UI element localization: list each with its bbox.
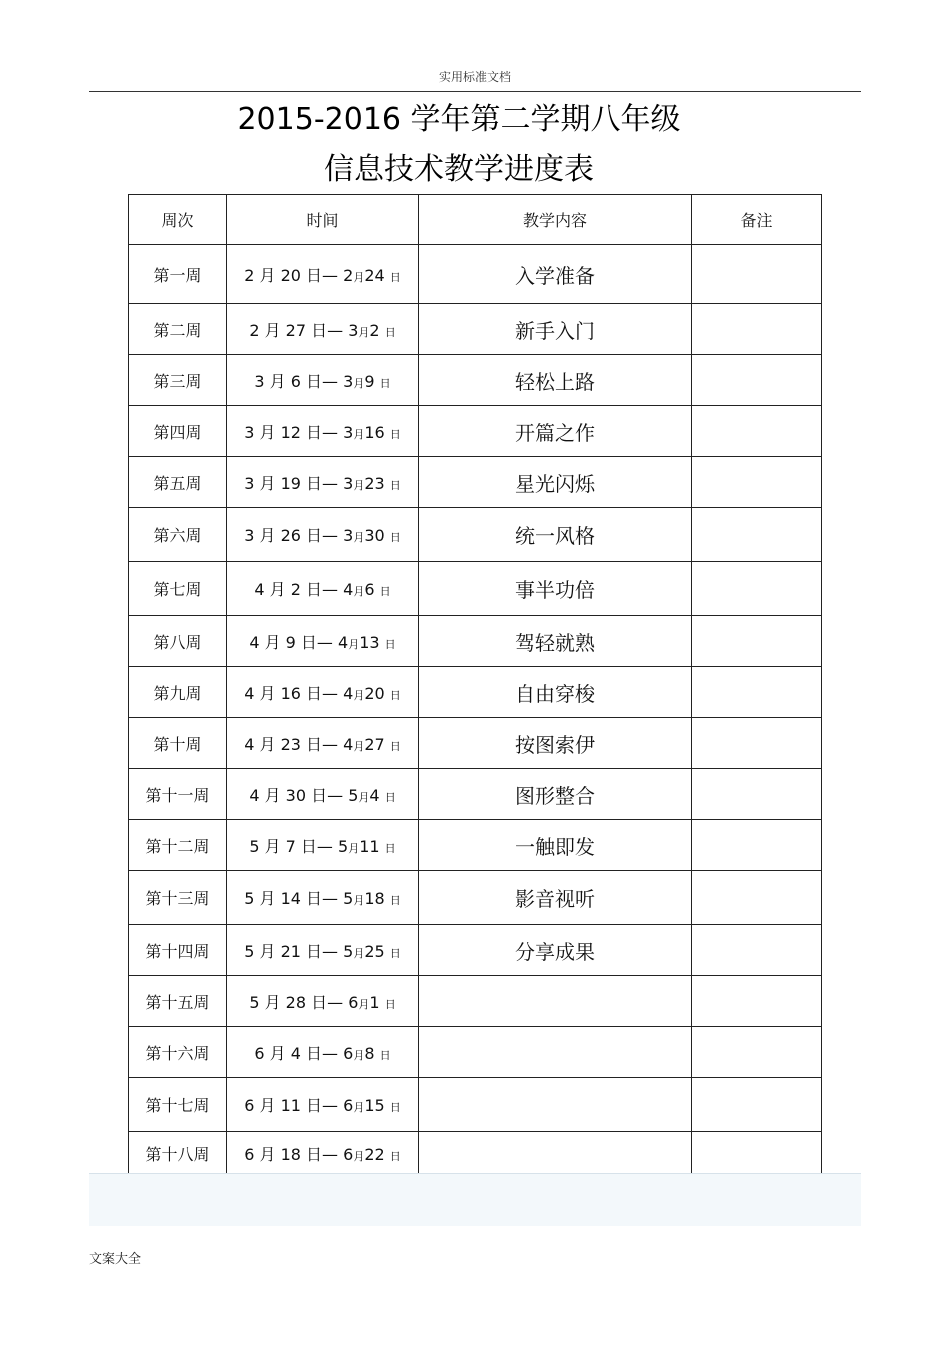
date-cell (227, 406, 419, 457)
date-cell (227, 1132, 419, 1175)
content-cell: 影音视听 (419, 871, 692, 925)
footer-panel (89, 1173, 861, 1226)
date-cell (227, 1078, 419, 1132)
date-end-day: 18 (364, 889, 385, 908)
date-end-day: 15 (364, 1096, 385, 1115)
content-cell: 分享成果 (419, 925, 692, 976)
month-char: 月 (353, 478, 365, 492)
month-char: 月 (353, 739, 365, 753)
document-title-line2: 信息技术教学进度表 (324, 152, 594, 187)
week-cell: 第九周 (129, 667, 227, 718)
day-char: 日 (389, 1101, 401, 1114)
month-char: 月 (353, 1101, 365, 1114)
date-cell (227, 718, 419, 769)
date-end-day: 11 (359, 836, 380, 856)
date-cell (227, 245, 419, 304)
month-char: 月 (358, 997, 370, 1011)
note-cell (692, 304, 822, 355)
table-row (129, 667, 822, 718)
content-cell: 新手入门 (419, 304, 692, 355)
date-end-month: 2 (343, 265, 354, 285)
date-cell (227, 616, 419, 667)
date-start: 2 月 20 日— (244, 265, 339, 285)
date-end-month: 6 (343, 1043, 354, 1063)
date-end-month: 4 (343, 580, 354, 599)
week-cell: 第七周 (129, 562, 227, 616)
week-cell: 第六周 (129, 508, 227, 562)
month-char: 月 (353, 894, 365, 907)
month-char: 月 (353, 376, 365, 390)
table-row (129, 1027, 822, 1078)
month-char: 月 (353, 688, 365, 702)
date-end-day: 16 (364, 422, 385, 442)
note-cell (692, 457, 822, 508)
week-cell: 第五周 (129, 457, 227, 508)
page-header-text: 实用标准文档 (438, 70, 511, 84)
week-cell: 第十五周 (129, 976, 227, 1027)
content-cell: 统一风格 (419, 508, 692, 562)
content-cell (419, 1078, 692, 1132)
date-end-day: 24 (364, 265, 385, 285)
date-end-month: 4 (338, 632, 349, 652)
month-char: 月 (353, 946, 365, 960)
date-end-month: 4 (343, 734, 354, 754)
week-cell: 第十四周 (129, 925, 227, 976)
note-cell (692, 871, 822, 925)
date-end-month: 3 (343, 526, 354, 545)
table-row (129, 508, 822, 562)
date-end-day: 20 (364, 683, 385, 703)
header-week: 周次 (129, 195, 227, 245)
content-cell: 星光闪烁 (419, 457, 692, 508)
date-end-day: 13 (359, 632, 380, 652)
date-start: 2 月 27 日— (249, 320, 344, 340)
table-row (129, 925, 822, 976)
day-char: 日 (379, 1048, 391, 1062)
date-end-day: 6 (364, 580, 375, 599)
date-cell (227, 667, 419, 718)
day-char: 日 (389, 946, 401, 960)
day-char: 日 (384, 997, 396, 1011)
date-start: 3 月 6 日— (254, 371, 339, 391)
month-char: 月 (353, 585, 365, 598)
month-char: 月 (348, 841, 360, 855)
note-cell (692, 406, 822, 457)
date-cell (227, 925, 419, 976)
month-char: 月 (353, 1149, 365, 1163)
month-char: 月 (353, 531, 365, 544)
date-end-month: 3 (348, 320, 359, 340)
date-end-day: 22 (364, 1144, 385, 1164)
table-row (129, 457, 822, 508)
month-char: 月 (353, 270, 365, 284)
day-char: 日 (389, 894, 401, 907)
table-row (129, 769, 822, 820)
content-cell (419, 1132, 692, 1175)
date-start: 5 月 28 日— (249, 992, 344, 1012)
date-start: 4 月 16 日— (244, 683, 339, 703)
table-row (129, 245, 822, 304)
note-cell (692, 718, 822, 769)
date-cell (227, 976, 419, 1027)
date-start: 4 月 23 日— (244, 734, 339, 754)
day-char: 日 (379, 376, 391, 390)
date-cell (227, 355, 419, 406)
date-end-day: 23 (364, 473, 385, 493)
date-cell (227, 304, 419, 355)
week-cell: 第一周 (129, 245, 227, 304)
date-end-month: 5 (343, 941, 354, 961)
content-cell: 一触即发 (419, 820, 692, 871)
month-char: 月 (353, 1048, 365, 1062)
week-cell: 第十一周 (129, 769, 227, 820)
date-cell (227, 769, 419, 820)
content-cell (419, 1027, 692, 1078)
content-cell (419, 976, 692, 1027)
header-note: 备注 (692, 195, 822, 245)
week-cell: 第十八周 (129, 1132, 227, 1175)
table-row (129, 616, 822, 667)
table-row (129, 355, 822, 406)
content-cell: 自由穿梭 (419, 667, 692, 718)
date-start: 6 月 18 日— (244, 1144, 339, 1164)
month-char: 月 (358, 325, 370, 339)
note-cell (692, 616, 822, 667)
header-content: 教学内容 (419, 195, 692, 245)
date-end-day: 30 (364, 526, 385, 545)
note-cell (692, 562, 822, 616)
content-cell: 事半功倍 (419, 562, 692, 616)
date-end-month: 4 (343, 683, 354, 703)
table-row (129, 976, 822, 1027)
date-start: 6 月 11 日— (244, 1096, 339, 1115)
date-end-day: 2 (369, 320, 380, 340)
date-end-day: 27 (364, 734, 385, 754)
date-end-day: 25 (364, 941, 385, 961)
week-cell: 第十三周 (129, 871, 227, 925)
day-char: 日 (384, 637, 396, 651)
month-char: 月 (348, 637, 360, 651)
note-cell (692, 925, 822, 976)
date-cell (227, 820, 419, 871)
month-char: 月 (358, 790, 370, 804)
date-cell (227, 457, 419, 508)
content-cell: 按图索伊 (419, 718, 692, 769)
header-divider (89, 91, 861, 92)
month-char: 月 (353, 427, 365, 441)
table-row (129, 871, 822, 925)
week-cell: 第十六周 (129, 1027, 227, 1078)
date-cell (227, 562, 419, 616)
date-end-month: 6 (343, 1096, 354, 1115)
date-end-day: 8 (364, 1043, 375, 1063)
table-row (129, 562, 822, 616)
day-char: 日 (384, 325, 396, 339)
table-row (129, 1078, 822, 1132)
day-char: 日 (389, 739, 401, 753)
note-cell (692, 976, 822, 1027)
date-start: 4 月 9 日— (249, 632, 333, 652)
note-cell (692, 820, 822, 871)
day-char: 日 (389, 531, 401, 544)
date-cell (227, 871, 419, 925)
date-start: 6 月 4 日— (254, 1043, 339, 1063)
day-char: 日 (384, 790, 396, 804)
day-char: 日 (379, 585, 391, 598)
date-end-month: 5 (348, 785, 359, 805)
date-cell (227, 1027, 419, 1078)
content-cell: 图形整合 (419, 769, 692, 820)
date-start: 4 月 2 日— (254, 580, 339, 599)
date-start: 5 月 21 日— (244, 941, 339, 961)
note-cell (692, 508, 822, 562)
content-cell: 驾轻就熟 (419, 616, 692, 667)
day-char: 日 (389, 270, 401, 284)
table-row (129, 820, 822, 871)
week-cell: 第十二周 (129, 820, 227, 871)
week-cell: 第四周 (129, 406, 227, 457)
date-end-month: 3 (343, 422, 354, 442)
date-start: 5 月 7 日— (249, 836, 333, 856)
note-cell (692, 1078, 822, 1132)
date-start: 3 月 12 日— (244, 422, 339, 442)
table-row (129, 1132, 822, 1175)
date-end-month: 6 (343, 1144, 354, 1164)
note-cell (692, 245, 822, 304)
document-title-line1: 2015-2016 学年第二学期八年级 (237, 102, 681, 137)
note-cell (692, 1027, 822, 1078)
table-row (129, 304, 822, 355)
note-cell (692, 355, 822, 406)
date-start: 5 月 14 日— (244, 889, 339, 908)
note-cell (692, 1132, 822, 1175)
date-end-day: 1 (369, 992, 380, 1012)
week-cell: 第三周 (129, 355, 227, 406)
note-cell (692, 769, 822, 820)
table-row (129, 406, 822, 457)
week-cell: 第八周 (129, 616, 227, 667)
date-end-day: 9 (364, 371, 375, 391)
date-cell (227, 508, 419, 562)
date-end-day: 4 (369, 785, 380, 805)
date-end-month: 6 (348, 992, 359, 1012)
table-row (129, 718, 822, 769)
content-cell: 轻松上路 (419, 355, 692, 406)
day-char: 日 (384, 841, 396, 855)
day-char: 日 (389, 427, 401, 441)
week-cell: 第十七周 (129, 1078, 227, 1132)
date-end-month: 3 (343, 473, 354, 493)
date-start: 3 月 26 日— (244, 526, 339, 545)
week-cell: 第二周 (129, 304, 227, 355)
day-char: 日 (389, 688, 401, 702)
day-char: 日 (389, 1149, 401, 1163)
schedule-table (128, 194, 822, 1175)
week-cell: 第十周 (129, 718, 227, 769)
table-header-row (129, 195, 822, 245)
header-time: 时间 (227, 195, 419, 245)
date-start: 4 月 30 日— (249, 785, 344, 805)
date-start: 3 月 19 日— (244, 473, 339, 493)
day-char: 日 (389, 478, 401, 492)
date-end-month: 5 (343, 889, 354, 908)
content-cell: 开篇之作 (419, 406, 692, 457)
date-end-month: 5 (338, 836, 349, 856)
date-end-month: 3 (343, 371, 354, 391)
content-cell: 入学准备 (419, 245, 692, 304)
page-footer-text: 文案大全 (89, 1252, 142, 1267)
note-cell (692, 667, 822, 718)
